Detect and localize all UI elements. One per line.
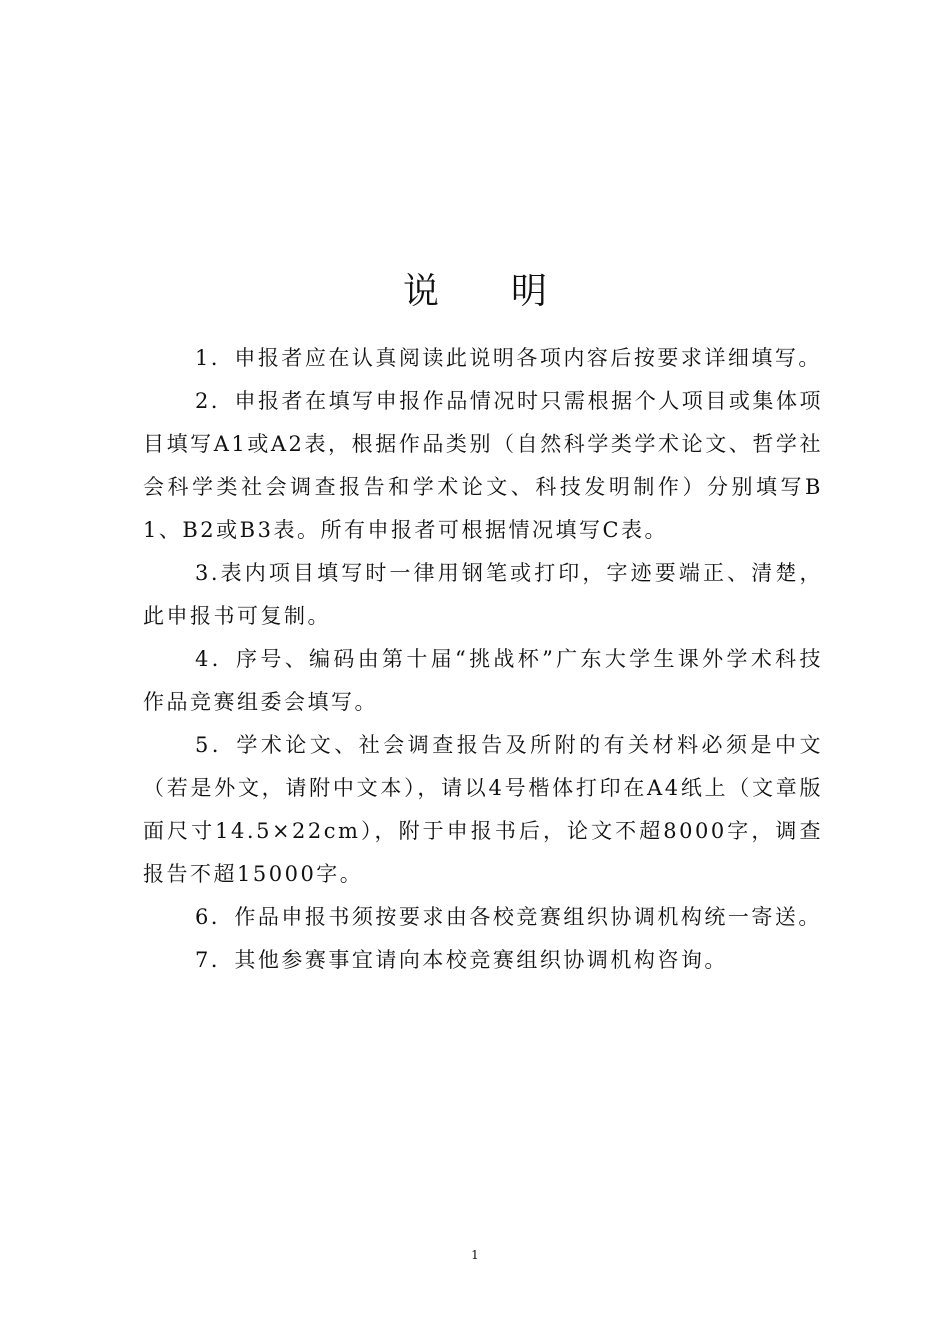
instruction-item-6: 6．作品申报书须按要求由各校竞赛组织协调机构统一寄送。	[195, 905, 822, 929]
page-title: 说明	[402, 271, 619, 313]
instruction-item-2: 2．申报者在填写申报作品情况时只需根据个人项目或集体项目填写A1或A2表，根据作品类别（自然科学类学术论文、哲学社会科学类社会调查报告和学术论文、科技发明制作）分别填写B1、B2或B3表。所有申报者可根据情况填写C表。	[143, 389, 823, 542]
instruction-item-7: 7．其他参赛事宜请向本校竞赛组织协调机构咨询。	[195, 948, 728, 972]
instruction-item-4: 4．序号、编码由第十届“挑战杯”广东大学生课外学术科技作品竞赛组委会填写。	[143, 647, 823, 714]
instruction-item-1: 1．申报者应在认真阅读此说明各项内容后按要求详细填写。	[195, 346, 822, 370]
instruction-item-5: 5．学术论文、社会调查报告及所附的有关材料必须是中文（若是外文，请附中文本），请以4号楷体打印在A4纸上（文章版面尺寸14.5×22cm），附于申报书后，论文不超8000字，调查报告不超15000字。	[143, 733, 823, 886]
instructions-body	[143, 337, 823, 982]
page-number: 1	[471, 1248, 479, 1262]
instruction-item-3: 3.表内项目填写时一律用钢笔或打印，字迹要端正、清楚，此申报书可复制。	[143, 561, 823, 628]
